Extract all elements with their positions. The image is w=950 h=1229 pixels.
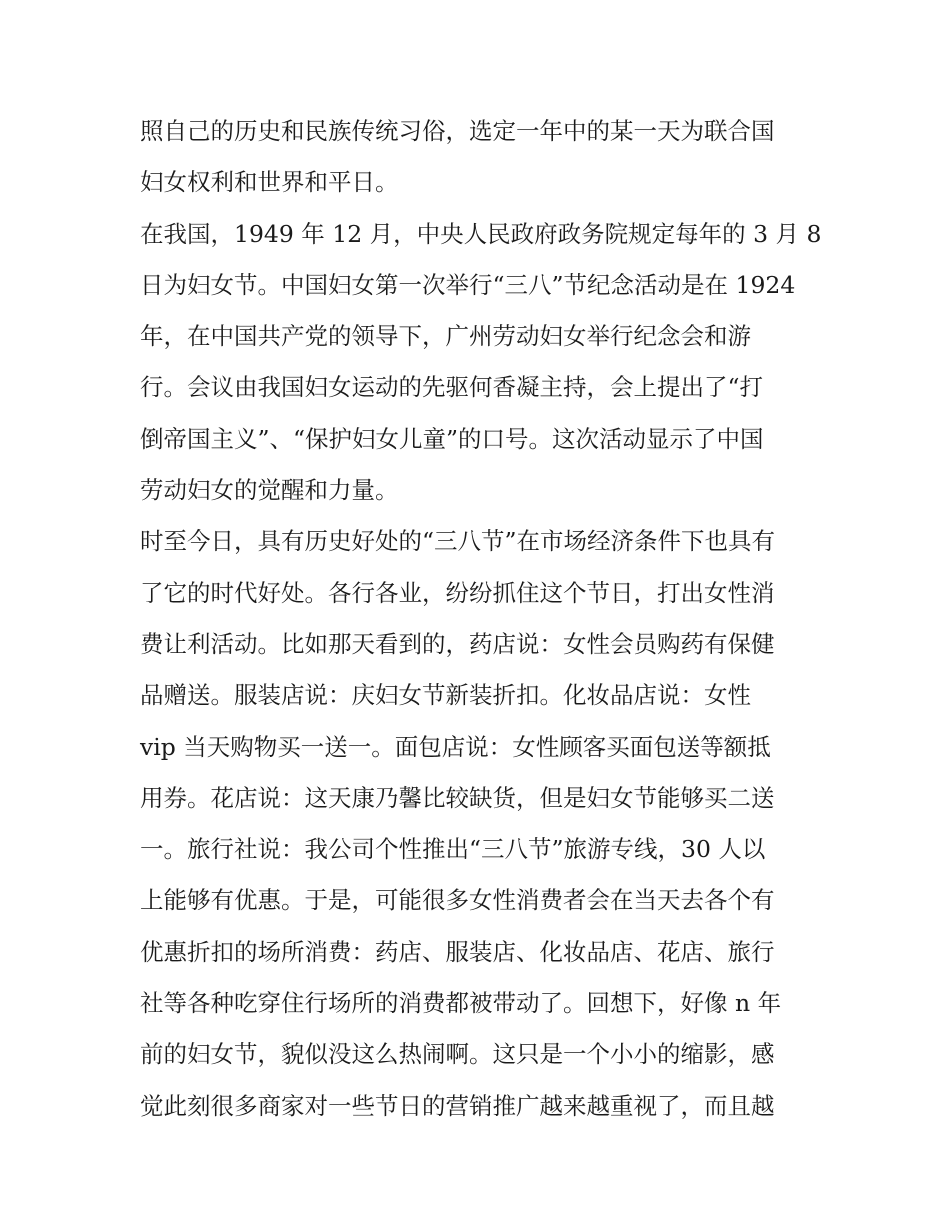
body-text: [140, 106, 820, 1132]
text-line: 费让利活动。比如那天看到的，药店说：女性会员购药有保健: [140, 629, 775, 658]
text-line: 了它的时代好处。各行各业，纷纷抓住这个节日，打出女性消: [140, 578, 775, 607]
text-line: 在我国，1949 年 12 月，中央人民政府政务院规定每年的 3 月 8: [140, 219, 822, 248]
text-line: vip 当天购物买一送一。面包店说：女性顾客买面包送等额抵: [140, 732, 771, 761]
text-line: 时至今日，具有历史好处的“三八节”在市场经济条件下也具有: [140, 527, 776, 556]
text-line: 品赠送。服装店说：庆妇女节新装折扣。化妆品店说：女性: [140, 681, 751, 710]
text-line: 觉此刻很多商家对一些节日的营销推广越来越重视了，而且越: [140, 1091, 775, 1120]
text-line: 用券。花店说：这天康乃馨比较缺货，但是妇女节能够买二送: [140, 783, 775, 812]
text-line: 社等各种吃穿住行场所的消费都被带动了。回想下，好像 n 年: [140, 989, 782, 1018]
text-line: 倒帝国主义”、“保护妇女儿童”的口号。这次活动显示了中国: [140, 424, 764, 453]
text-line: 上能够有优惠。于是，可能很多女性消费者会在当天去各个有: [140, 886, 775, 915]
text-line: 年，在中国共产党的领导下，广州劳动妇女举行纪念会和游: [140, 322, 751, 351]
text-line: 日为妇女节。中国妇女第一次举行“三八”节纪念活动是在 1924: [140, 270, 796, 299]
text-line: 妇女权利和世界和平日。: [140, 168, 399, 197]
text-line: 劳动妇女的觉醒和力量。: [140, 476, 399, 505]
text-line: 照自己的历史和民族传统习俗，选定一年中的某一天为联合国: [140, 117, 775, 145]
text-line: 前的妇女节，貌似没这么热闹啊。这只是一个小小的缩影，感: [140, 1040, 775, 1069]
text-line: 一。旅行社说：我公司个性推出“三八节”旅游专线，30 人以: [140, 835, 766, 864]
text-line: 行。会议由我国妇女运动的先驱何香凝主持，会上提出了“打: [140, 373, 764, 402]
text-line: 优惠折扣的场所消费：药店、服装店、化妆品店、花店、旅行: [140, 937, 775, 966]
